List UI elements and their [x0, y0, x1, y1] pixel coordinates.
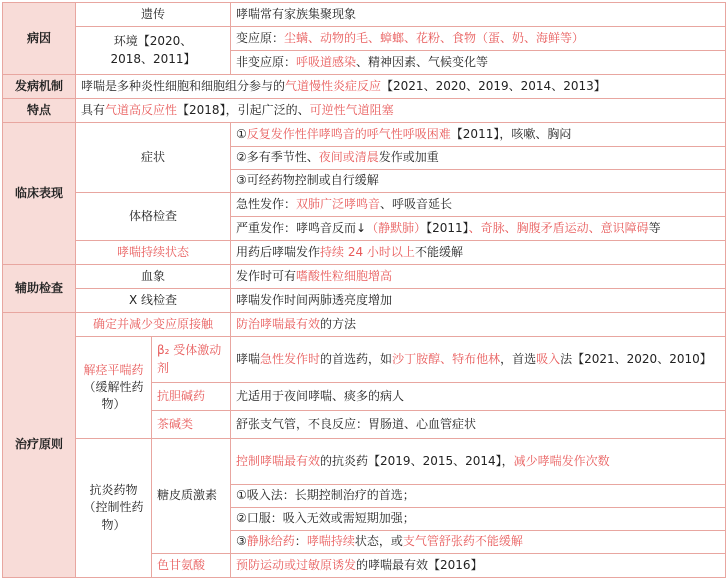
anticholinergic-label: 抗胆碱药 [152, 383, 231, 411]
row-xray [3, 289, 726, 313]
allergen-items: 尘螨、动物的毛、蟑螂、花粉、食物（蛋、奶、海鲜等） [284, 30, 585, 45]
persistent-rest: 不能缓解 [414, 244, 463, 259]
row-persistent [3, 241, 726, 265]
persistent-text [231, 241, 726, 265]
avoid-text [231, 313, 726, 337]
environment-label-line2: 2018、2011】 [110, 51, 196, 66]
beta2-highlight-3: 吸入 [536, 351, 561, 366]
glucocorticoid-label: 糖皮质激素 [152, 439, 231, 554]
gc-highlight: 静脉给药 [246, 534, 295, 549]
row-blood [3, 265, 726, 289]
blood-prefix: 发作时可有 [236, 268, 297, 283]
beta2-part: 法【2021、2020、2010】 [560, 351, 712, 366]
features-text [76, 99, 726, 123]
beta2-part: 哮喘 [236, 351, 261, 366]
gc-highlight: 支气管舒张药不能缓解 [402, 534, 523, 549]
beta2-highlight-1: 急性发作时 [260, 351, 321, 366]
symptom-line-2 [231, 147, 726, 170]
allergen-text [231, 27, 726, 51]
row-beta2 [3, 337, 726, 383]
blood-highlight: 嗜酸性粒细胞增高 [296, 268, 393, 283]
symptom-prefix: ②多有季节性、 [236, 150, 319, 165]
features-highlight-2: 可逆性气道阻塞 [309, 102, 394, 117]
symptom-highlight: 夜间或清晨 [318, 150, 379, 165]
severe-ref: 【2011】 [426, 220, 469, 235]
gc-highlight: 哮喘持续 [306, 534, 355, 549]
gc-line-4 [231, 531, 726, 554]
features-highlight-1: 气道高反应性 [105, 102, 178, 117]
avoid-label: 确定并减少变应原接触 [76, 313, 231, 337]
row-heredity [3, 3, 726, 27]
anticholinergic-text: 尤适用于夜间哮喘、痰多的病人 [231, 383, 726, 411]
heredity-label: 遗传 [76, 3, 231, 27]
beta2-highlight-2: 沙丁胺醇、特布他林 [392, 351, 501, 366]
avoid-rest: 的方法 [320, 316, 357, 331]
category-mechanism: 发病机制 [3, 75, 76, 99]
symptom-line-1 [231, 123, 726, 147]
controllers-label-line2: （控制性药物） [83, 500, 144, 532]
severe-highlight-1: （静默肺） [366, 220, 427, 235]
row-features [3, 99, 726, 123]
gc-line-2: ①吸入法：长期控制治疗的首选； [231, 485, 726, 508]
severe-prefix: 严重发作：哮鸣音反而↓ [236, 220, 367, 235]
cromoglycate-label: 色甘氨酸 [152, 554, 231, 578]
asthma-summary-table [2, 2, 726, 578]
relievers-label-line2: （缓解性药物） [83, 379, 144, 412]
mechanism-highlight: 气道慢性炎症反应 [285, 78, 382, 93]
acute-text [231, 193, 726, 217]
xray-text: 哮喘发作时间两肺透亮度增加 [231, 289, 726, 313]
symptoms-label: 症状 [76, 123, 231, 193]
severe-highlight-2: 、奇脉、胸腹矛盾运动、意识障碍 [468, 220, 649, 235]
theophylline-label: 茶碱类 [152, 411, 231, 439]
gc-line-1 [231, 439, 726, 485]
non-allergen-prefix: 非变应原： [236, 54, 297, 69]
symptom-line-3: ③可经药物控制或自行缓解 [231, 170, 726, 193]
gc-part: 状态，或 [354, 534, 403, 549]
physical-exam-label: 体格检查 [76, 193, 231, 241]
gc-highlight: 控制哮喘最有效 [236, 453, 321, 468]
persistent-label: 哮喘持续状态 [76, 241, 231, 265]
non-allergen-rest: 、精神因素、气候变化等 [356, 54, 489, 69]
environment-label-line1: 环境【2020、 [113, 34, 193, 49]
symptom-rest: 发作或加重 [378, 150, 439, 165]
row-mechanism [3, 75, 726, 99]
category-etiology: 病因 [3, 3, 76, 75]
relievers-label-line1: 解痉平喘药 [83, 362, 144, 377]
severe-text [231, 217, 726, 241]
blood-text [231, 265, 726, 289]
cromoglycate-text [231, 554, 726, 578]
environment-label [76, 27, 231, 75]
xray-label: X 线检查 [76, 289, 231, 313]
beta2-label: β₂ 受体激动剂 [152, 337, 231, 383]
mechanism-prefix: 哮喘是多种炎性细胞和细胞组分参与的 [81, 78, 286, 93]
theophylline-text: 舒张支气管，不良反应：胃肠道、心血管症状 [231, 411, 726, 439]
mechanism-text [76, 75, 726, 99]
features-part: 【2018】，引起广泛的、 [177, 102, 310, 117]
symptom-num: ① [236, 126, 247, 141]
non-allergen-text [231, 51, 726, 75]
category-clinical: 临床表现 [3, 123, 76, 265]
category-treatment: 治疗原则 [3, 313, 76, 578]
cromoglycate-rest: 的哮喘最有效【2016】 [356, 557, 483, 572]
controllers-label [76, 439, 152, 578]
allergen-prefix: 变应原： [236, 30, 285, 45]
mechanism-ref: 【2021、2020、2019、2014、2013】 [381, 78, 606, 93]
symptom-rest: 【2011】，咳嗽、胸闷 [450, 126, 572, 141]
beta2-part: ，首选 [500, 351, 537, 366]
gc-part: ： [294, 534, 307, 549]
beta2-text [231, 337, 726, 383]
gc-num: ③ [236, 534, 247, 549]
controllers-label-line1: 抗炎药物 [89, 483, 138, 498]
relievers-label [76, 337, 152, 439]
row-avoid [3, 313, 726, 337]
row-gc-1 [3, 439, 726, 485]
cromoglycate-highlight: 预防运动或过敏原诱发 [236, 557, 357, 572]
persistent-highlight: 持续 24 小时以上 [320, 244, 415, 259]
blood-label: 血象 [76, 265, 231, 289]
severe-rest: 等 [648, 220, 661, 235]
gc-highlight: 减少哮喘发作次数 [513, 453, 610, 468]
gc-part: 的抗炎药【2019、2015、2014】， [320, 453, 514, 468]
acute-highlight: 双肺广泛哮鸣音 [296, 196, 381, 211]
row-symptom-1 [3, 123, 726, 147]
avoid-highlight: 防治哮喘最有效 [236, 316, 321, 331]
non-allergen-highlight: 呼吸道感染 [296, 54, 357, 69]
heredity-text: 哮喘常有家族集聚现象 [231, 3, 726, 27]
acute-rest: 、呼吸音延长 [380, 196, 453, 211]
gc-line-3: ②口服：吸入无效或需短期加强； [231, 508, 726, 531]
category-aux: 辅助检查 [3, 265, 76, 313]
row-allergen [3, 27, 726, 51]
persistent-prefix: 用药后哮喘发作 [236, 244, 321, 259]
row-acute [3, 193, 726, 217]
beta2-part: 的首选药，如 [320, 351, 393, 366]
category-features: 特点 [3, 99, 76, 123]
acute-prefix: 急性发作： [236, 196, 297, 211]
features-part: 具有 [81, 102, 106, 117]
symptom-highlight: 反复发作性伴哮鸣音的呼气性呼吸困难 [246, 126, 451, 141]
